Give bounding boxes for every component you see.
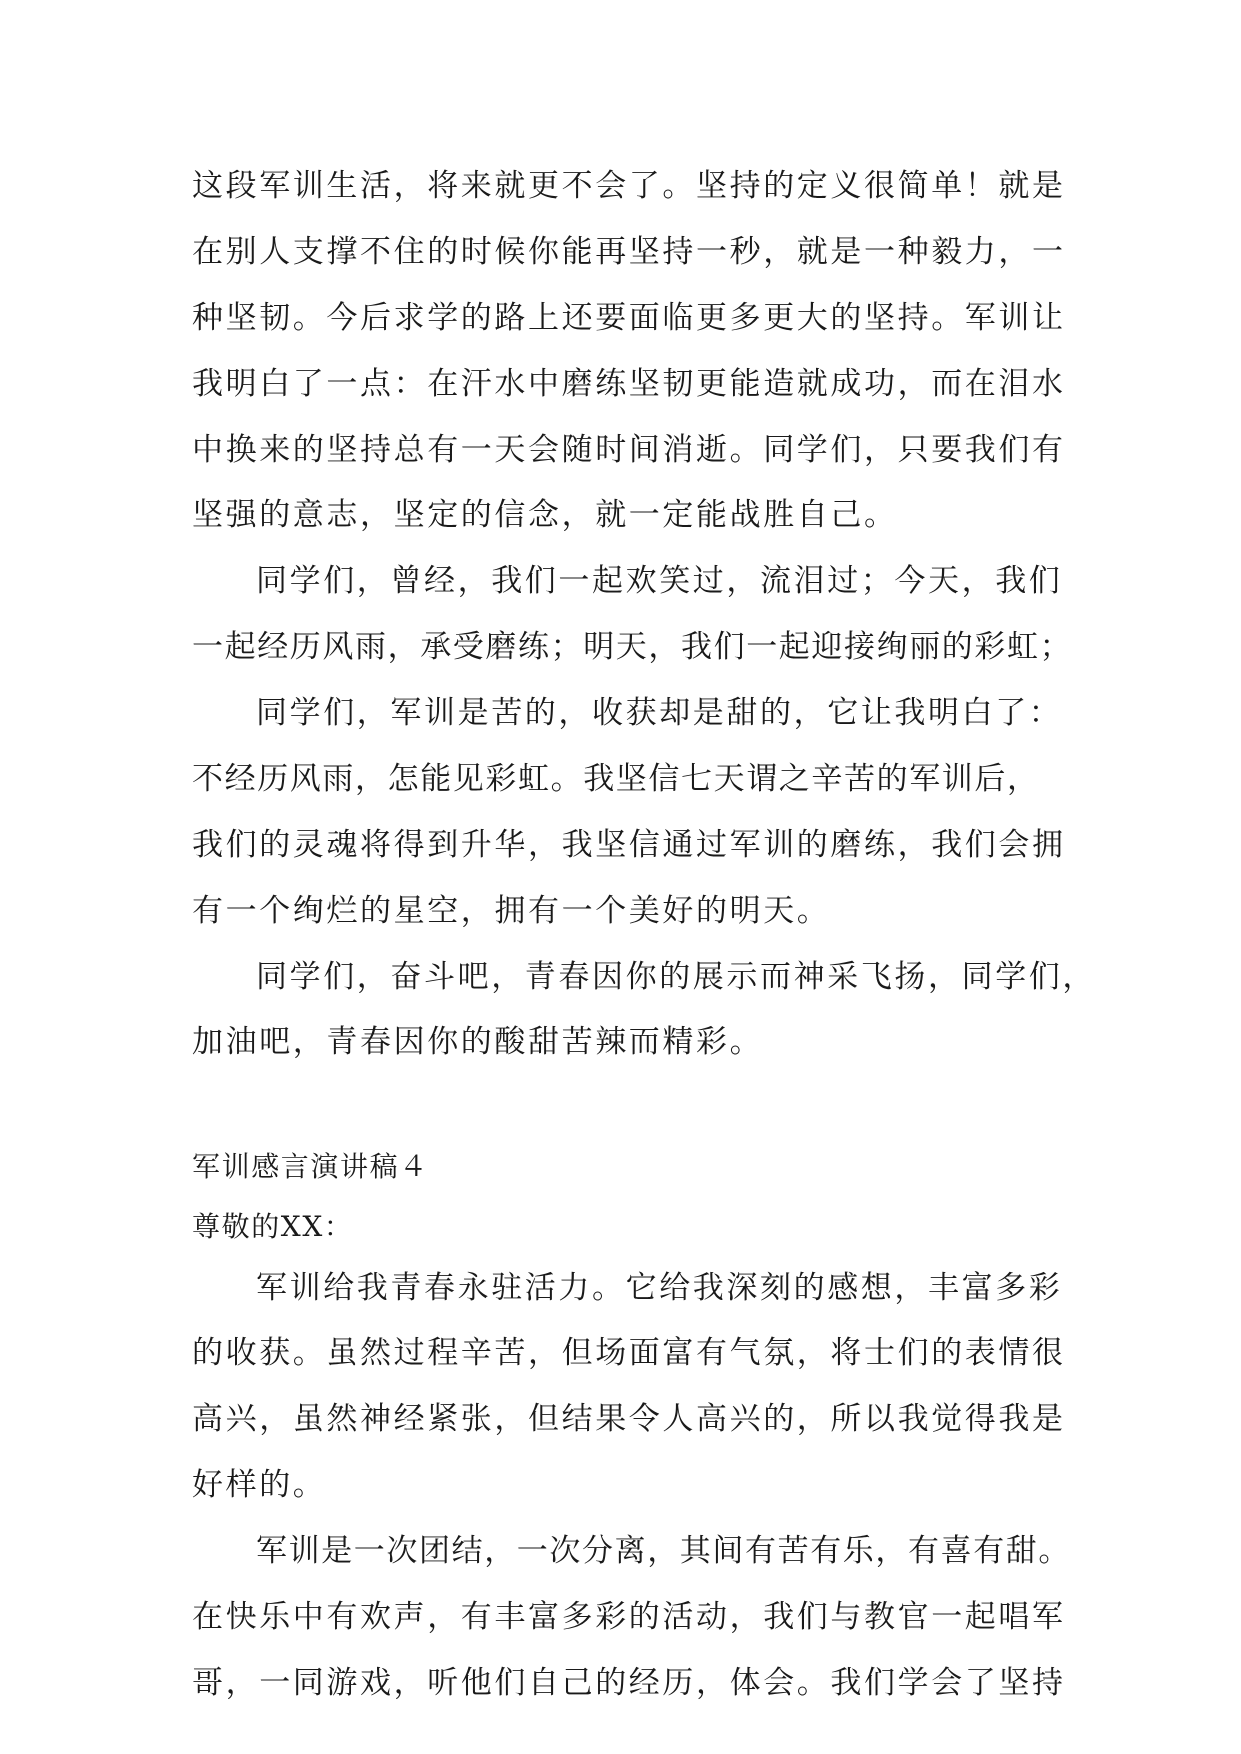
- body-text-line: 在别人支撑不住的时候你能再坚持一秒，就是一种毅力，一: [192, 234, 1066, 270]
- body-text-line: 我们的灵魂将得到升华，我坚信通过军训的磨练，我们会拥: [192, 827, 1066, 863]
- salutation: 尊敬的XX：: [192, 1210, 354, 1243]
- body-text-line: 不经历风雨，怎能见彩虹。我坚信七天谓之辛苦的军训后，: [192, 761, 1040, 797]
- body-text-line: 这段军训生活，将来就更不会了。坚持的定义很简单！就是: [192, 168, 1066, 204]
- paragraph-first-line: 军训是一次团结，一次分离，其间有苦有乐，有喜有甜。: [256, 1533, 1071, 1569]
- body-text-line: 坚强的意志，坚定的信念，就一定能战胜自己。: [192, 497, 898, 533]
- body-text-line: 我明白了一点：在汗水中磨练坚韧更能造就成功，而在泪水: [192, 366, 1066, 402]
- paragraph-first-line: 军训给我青春永驻活力。它给我深刻的感想，丰富多彩: [256, 1270, 1063, 1306]
- body-text-line: 一起经历风雨，承受磨练；明天，我们一起迎接绚丽的彩虹；: [192, 629, 1073, 665]
- body-text-line: 在快乐中有欢声，有丰富多彩的活动，我们与教官一起唱军: [192, 1599, 1066, 1635]
- body-text-line: 加油吧，青春因你的酸甜苦辣而精彩。: [192, 1024, 764, 1060]
- body-text-line: 哥，一同游戏，听他们自己的经历，体会。我们学会了坚持: [192, 1665, 1066, 1701]
- body-text-line: 高兴，虽然神经紧张，但结果令人高兴的，所以我觉得我是: [192, 1401, 1066, 1437]
- paragraph-first-line: 同学们，军训是苦的，收获却是甜的，它让我明白了：: [256, 695, 1063, 731]
- paragraph-first-line: 同学们，奋斗吧，青春因你的展示而神采飞扬，同学们，: [256, 959, 1096, 995]
- body-text-line: 好样的。: [192, 1467, 327, 1503]
- body-text-line: 的收获。虽然过程辛苦，但场面富有气氛，将士们的表情很: [192, 1335, 1066, 1371]
- body-text-line: 中换来的坚持总有一天会随时间消逝。同学们，只要我们有: [192, 432, 1066, 468]
- body-text-line: 种坚韧。今后求学的路上还要面临更多更大的坚持。军训让: [192, 300, 1066, 336]
- paragraph-first-line: 同学们，曾经，我们一起欢笑过，流泪过；今天，我们: [256, 563, 1063, 599]
- body-text-line: 有一个绚烂的星空，拥有一个美好的明天。: [192, 893, 831, 929]
- section-heading: 军训感言演讲稿４: [192, 1150, 429, 1183]
